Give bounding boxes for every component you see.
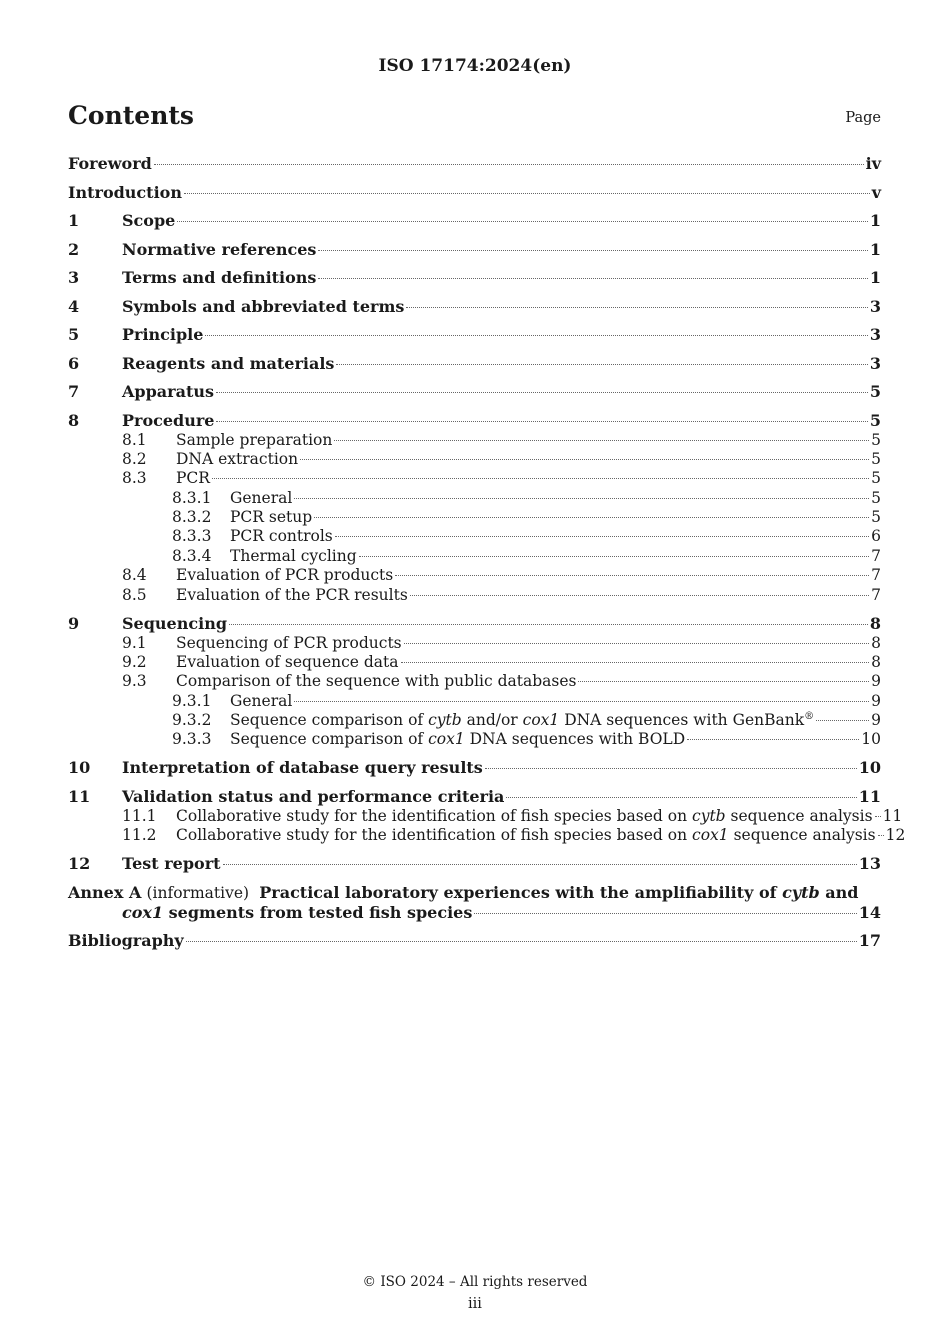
toc-page: 1 <box>869 211 881 230</box>
toc-entry-6[interactable] <box>68 354 881 374</box>
toc-page: 11 <box>882 806 903 825</box>
copyright-footer: © ISO 2024 – All rights reserved <box>362 1274 588 1290</box>
toc-entry-introduction[interactable] <box>68 183 881 203</box>
toc-entry-9-1[interactable] <box>68 634 881 653</box>
leader-dots <box>401 662 870 663</box>
toc-entry-foreword[interactable] <box>68 154 881 174</box>
toc-page: 5 <box>871 449 881 468</box>
annex-type: (informative) <box>146 883 250 902</box>
toc-page: 8 <box>869 613 881 633</box>
toc-page: 5 <box>871 508 881 527</box>
toc-page: 5 <box>871 488 881 507</box>
leader-dots <box>359 556 869 557</box>
toc-page: 7 <box>871 546 881 565</box>
toc-title: Bibliography <box>68 931 184 951</box>
registered-mark: ® <box>804 710 815 722</box>
title-part: and/or <box>461 711 523 730</box>
toc-title: Interpretation of database query results <box>122 758 483 778</box>
toc-entry-9-3[interactable] <box>68 672 881 691</box>
toc-entry-9-3-2[interactable] <box>68 711 881 730</box>
toc-entry-8-3[interactable] <box>68 469 881 488</box>
title-part: sequence analysis <box>728 826 876 845</box>
toc-title: Sequencing of PCR products <box>176 633 402 652</box>
toc-title: PCR controls <box>230 527 333 546</box>
toc-entry-5[interactable] <box>68 325 881 345</box>
toc-entry-9-3-3[interactable] <box>68 730 881 749</box>
gene-name: cox1 <box>122 902 164 922</box>
contents-heading: Contents <box>68 101 195 130</box>
toc-page: 9 <box>871 711 881 730</box>
toc-title: General <box>230 691 293 710</box>
toc-number: 8.3.3 <box>172 527 212 546</box>
page-number: iii <box>468 1296 482 1312</box>
toc-entry-12[interactable] <box>68 854 881 874</box>
toc-page: 1 <box>869 268 881 287</box>
toc-number: 9.3 <box>122 672 147 691</box>
toc-entry-8-4[interactable] <box>68 566 881 585</box>
toc-number: 5 <box>68 325 80 344</box>
toc-page: 9 <box>871 672 881 691</box>
toc-page: 8 <box>871 652 881 671</box>
toc-title: Procedure <box>122 410 215 430</box>
toc-page: 9 <box>871 691 881 710</box>
toc-page: 3 <box>869 353 881 373</box>
toc-page: 10 <box>858 758 881 778</box>
toc-page: 17 <box>858 931 881 951</box>
toc-entry-9-2[interactable] <box>68 653 881 672</box>
leader-dots <box>216 421 867 422</box>
toc-number: 8.3 <box>122 469 147 488</box>
toc-title: PCR setup <box>230 508 313 527</box>
toc-number: 8.1 <box>122 430 147 449</box>
toc-entry-8-1[interactable] <box>68 431 881 450</box>
toc-number: 9.2 <box>122 652 147 671</box>
toc-number: 11 <box>68 786 91 806</box>
leader-dots <box>410 595 869 596</box>
title-part: sequence analysis <box>725 806 873 825</box>
leader-dots <box>212 478 869 479</box>
toc-title: Evaluation of the PCR results <box>176 585 408 604</box>
toc-entry-11-1[interactable] <box>68 806 903 826</box>
toc-title: Comparison of the sequence with public databases <box>176 672 577 691</box>
gene-name: cytb <box>782 882 820 902</box>
toc-entry-11[interactable] <box>68 787 881 807</box>
leader-dots <box>186 941 857 942</box>
document-id: ISO 17174:2024(en) <box>378 56 572 76</box>
toc-number: 8 <box>68 410 80 430</box>
toc-page: 7 <box>871 566 881 585</box>
leader-dots <box>229 624 868 625</box>
annex-title-part: and <box>819 882 859 902</box>
leader-dots <box>154 164 864 165</box>
leader-dots <box>485 768 857 769</box>
toc-entry-8-2[interactable] <box>68 450 881 469</box>
toc-title: Symbols and abbreviated terms <box>122 296 405 316</box>
toc-title <box>230 730 685 749</box>
toc-title: Reagents and materials <box>122 353 335 373</box>
toc-entry-4[interactable] <box>68 297 881 317</box>
toc-title: Apparatus <box>122 382 214 401</box>
toc-number: 2 <box>68 239 80 259</box>
leader-dots <box>395 575 869 576</box>
toc-number: 9 <box>68 613 80 633</box>
leader-dots <box>294 498 869 499</box>
toc-number: 10 <box>68 758 91 778</box>
toc-page: 5 <box>869 382 881 401</box>
title-part: Collaborative study for the identification of fish species based on <box>176 806 693 825</box>
leader-dots <box>216 392 868 393</box>
toc-number: 12 <box>68 854 91 874</box>
toc-page: 5 <box>871 430 881 449</box>
toc-number: 8.4 <box>122 566 147 585</box>
toc-title: Scope <box>122 211 176 230</box>
toc-page: 5 <box>871 469 881 488</box>
toc-number: 9.3.2 <box>172 711 212 730</box>
toc-number: 6 <box>68 353 80 373</box>
toc-page: 11 <box>858 786 881 806</box>
table-of-contents <box>68 154 906 951</box>
title-part: DNA sequences with GenBank <box>559 711 805 730</box>
page-column-label: Page <box>845 110 881 126</box>
toc-title: Thermal cycling <box>230 546 357 565</box>
toc-number: 9.3.3 <box>172 730 212 749</box>
toc-page: iv <box>865 154 881 173</box>
annex-label: Annex A <box>68 882 142 902</box>
leader-dots <box>336 364 867 365</box>
toc-entry-annex-a[interactable] <box>68 883 881 923</box>
toc-number: 11.2 <box>122 826 157 845</box>
toc-entry-11-2[interactable] <box>68 826 906 845</box>
leader-dots <box>318 250 867 251</box>
title-part: Collaborative study for the identification of fish species based on <box>176 826 693 845</box>
toc-page: 13 <box>858 854 881 874</box>
toc-title: Terms and definitions <box>122 268 317 287</box>
toc-entry-bibliography[interactable] <box>68 931 881 951</box>
toc-page: v <box>871 182 881 202</box>
gene-name: cox1 <box>428 730 465 749</box>
toc-title: Principle <box>122 325 204 344</box>
leader-dots <box>223 864 857 865</box>
toc-entry-2[interactable] <box>68 240 881 260</box>
leader-dots <box>404 643 869 644</box>
toc-page: 8 <box>871 633 881 652</box>
toc-number: 4 <box>68 296 80 316</box>
leader-dots <box>314 517 869 518</box>
leader-dots <box>334 440 869 441</box>
leader-dots <box>294 701 869 702</box>
toc-title: Sample preparation <box>176 430 333 449</box>
leader-dots <box>300 459 869 460</box>
title-part: DNA sequences with BOLD <box>464 730 686 749</box>
toc-number: 8.3.4 <box>172 546 212 565</box>
toc-number: 8.3.1 <box>172 488 212 507</box>
toc-entry-8-3-3[interactable] <box>68 527 881 546</box>
gene-name: cytb <box>428 711 462 730</box>
toc-title: Evaluation of sequence data <box>176 652 399 671</box>
toc-title: DNA extraction <box>176 449 299 468</box>
toc-page: 7 <box>871 585 881 604</box>
toc-page: 6 <box>871 527 881 546</box>
leader-dots <box>506 797 856 798</box>
title-part: Sequence comparison of <box>230 711 429 730</box>
annex-title-line <box>68 903 881 923</box>
toc-entry-10[interactable] <box>68 758 881 778</box>
toc-number: 8.5 <box>122 585 147 604</box>
toc-entry-8-3-4[interactable] <box>68 547 881 566</box>
toc-title <box>230 711 814 730</box>
toc-entry-8-3-2[interactable] <box>68 508 881 527</box>
leader-dots <box>578 681 869 682</box>
toc-page: 1 <box>869 239 881 259</box>
toc-page: 3 <box>869 325 881 344</box>
toc-entry-1[interactable] <box>68 211 881 231</box>
toc-title <box>176 826 876 845</box>
leader-dots <box>406 307 867 308</box>
toc-title <box>122 903 472 923</box>
gene-name: cytb <box>692 806 726 825</box>
toc-number: 8.2 <box>122 449 147 468</box>
leader-dots <box>816 720 869 721</box>
toc-number: 9.1 <box>122 633 147 652</box>
annex-title-part: Practical laboratory experiences with the amplifiability of <box>259 882 783 902</box>
gene-name: cox1 <box>522 711 560 730</box>
toc-number: 9.3.1 <box>172 691 212 710</box>
leader-dots <box>177 221 868 222</box>
toc-entry-3[interactable] <box>68 268 881 288</box>
toc-page: 12 <box>885 826 906 845</box>
toc-title <box>176 807 873 826</box>
toc-entry-9[interactable] <box>68 614 881 634</box>
toc-number: 8.3.2 <box>172 508 212 527</box>
toc-title: Validation status and performance criteria <box>122 786 505 806</box>
toc-entry-8[interactable] <box>68 411 881 431</box>
leader-dots <box>878 835 884 836</box>
gene-name: cox1 <box>692 826 729 845</box>
toc-title: General <box>230 488 293 507</box>
leader-dots <box>184 193 870 194</box>
toc-entry-7[interactable] <box>68 382 881 402</box>
leader-dots <box>335 536 869 537</box>
leader-dots <box>474 913 856 914</box>
toc-title: Sequencing <box>122 613 228 633</box>
toc-number: 1 <box>68 211 80 230</box>
toc-title: Normative references <box>122 239 317 259</box>
toc-title: Evaluation of PCR products <box>176 566 394 585</box>
title-part: segments from tested fish species <box>163 902 473 922</box>
toc-entry-8-3-1[interactable] <box>68 489 881 508</box>
annex-heading <box>68 883 858 903</box>
toc-number: 11.1 <box>122 806 157 825</box>
leader-dots <box>205 335 867 336</box>
toc-title: Test report <box>122 854 221 874</box>
leader-dots <box>687 739 859 740</box>
toc-number: 3 <box>68 268 80 287</box>
annex-heading-line <box>68 882 859 903</box>
toc-page: 14 <box>858 902 881 922</box>
toc-page: 10 <box>861 730 881 749</box>
toc-page: 3 <box>869 296 881 316</box>
toc-number: 7 <box>68 382 80 401</box>
toc-title: Foreword <box>68 154 152 173</box>
toc-page: 5 <box>869 410 881 430</box>
leader-dots <box>318 278 867 279</box>
toc-title: PCR <box>176 469 210 488</box>
title-part: Sequence comparison of <box>230 730 429 749</box>
toc-entry-8-5[interactable] <box>68 586 881 605</box>
toc-title: Introduction <box>68 182 182 202</box>
toc-entry-9-3-1[interactable] <box>68 692 881 711</box>
leader-dots <box>875 816 881 817</box>
